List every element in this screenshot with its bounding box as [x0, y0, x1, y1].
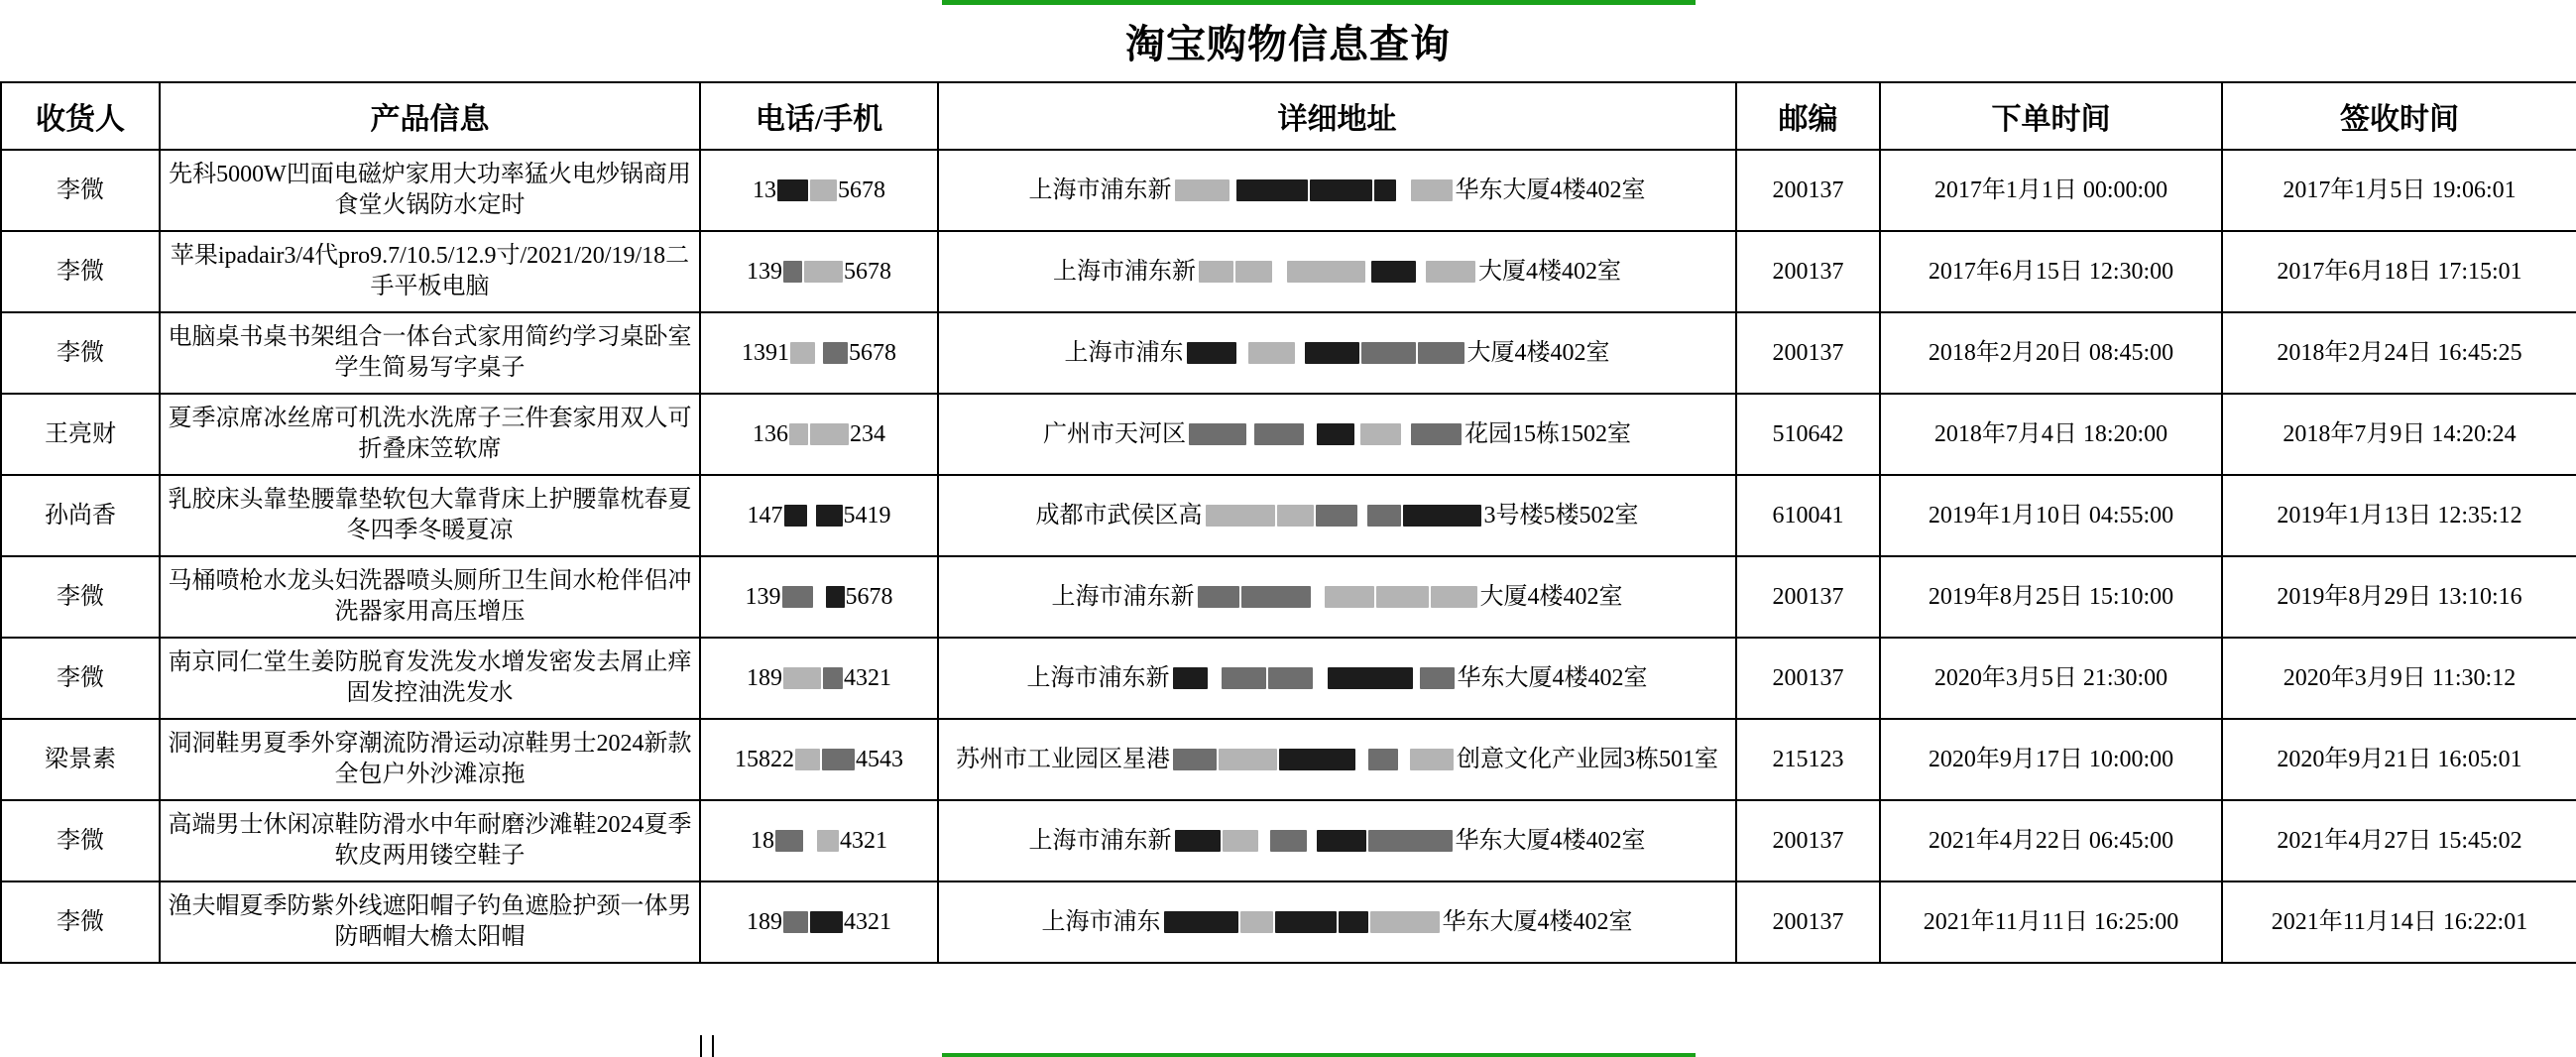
- cell-product: [160, 394, 700, 475]
- cell-zip: [1736, 800, 1880, 881]
- address-prefix: 上海市浦东新: [1028, 827, 1172, 854]
- recipient-name: 梁景素: [45, 746, 116, 772]
- redacted-block: [1411, 423, 1462, 445]
- table-row: [1, 150, 2576, 231]
- address-suffix: 华东大厦4楼402室: [1442, 908, 1633, 935]
- cell-product: [160, 556, 700, 638]
- redacted-block: [810, 423, 849, 445]
- order-timestamp: 2018年2月20日 08:45:00: [1928, 339, 2174, 366]
- redacted-block: [1403, 505, 1481, 527]
- cell-product: [160, 638, 700, 719]
- cell-sign-time: [2222, 719, 2576, 800]
- redacted-block: [1241, 586, 1311, 608]
- phone-number: [701, 501, 937, 531]
- phone-suffix: 5678: [844, 258, 891, 285]
- sign-timestamp: 2021年11月14日 16:22:01: [2271, 908, 2528, 935]
- redacted-block: [1367, 505, 1401, 527]
- redacted-block: [1368, 749, 1398, 770]
- order-timestamp: 2020年3月5日 21:30:00: [1933, 664, 2168, 691]
- cell-recipient: [1, 475, 160, 556]
- phone-suffix: 4321: [840, 827, 887, 854]
- redacted-block: [789, 423, 808, 445]
- sign-timestamp: 2020年3月9日 11:30:12: [2283, 664, 2517, 691]
- address-text: [939, 501, 1735, 531]
- address-suffix: 大厦4楼402室: [1479, 583, 1623, 610]
- redacted-block: [1222, 667, 1266, 689]
- column-header-product: 产品信息: [160, 82, 700, 150]
- redacted-block: [783, 911, 808, 933]
- address-suffix: 华东大厦4楼402室: [1457, 664, 1648, 691]
- phone-suffix: 234: [850, 420, 885, 447]
- address-suffix: 大厦4楼402室: [1478, 258, 1621, 285]
- redacted-block: [1199, 261, 1233, 283]
- cell-sign-time: [2222, 150, 2576, 231]
- redacted-block: [1198, 586, 1239, 608]
- redacted-block: [1270, 830, 1307, 852]
- phone-number: [701, 663, 937, 694]
- product-description: 电脑桌书桌书架组合一体台式家用简约学习桌卧室学生简易写字桌子: [168, 324, 692, 381]
- redacted-block: [1305, 342, 1359, 364]
- cell-product: [160, 475, 700, 556]
- redacted-block: [1410, 749, 1454, 770]
- product-description: 高端男士休闲凉鞋防滑水中年耐磨沙滩鞋2024夏季软皮两用镂空鞋子: [168, 812, 692, 869]
- address-text: [939, 907, 1735, 938]
- cell-sign-time: [2222, 800, 2576, 881]
- phone-prefix: 139: [747, 258, 782, 285]
- cell-phone: [700, 394, 938, 475]
- redacted-block: [810, 911, 843, 933]
- redacted-block: [826, 586, 845, 608]
- sign-timestamp: 2017年1月5日 19:06:01: [2283, 176, 2517, 203]
- product-description: 乳胶床头靠垫腰靠垫软包大靠背床上护腰靠枕春夏冬四季冬暖夏凉: [168, 487, 692, 543]
- column-header-sign-time: 签收时间: [2222, 82, 2576, 150]
- address-text: [939, 582, 1735, 613]
- phone-prefix: 147: [747, 502, 783, 528]
- redacted-block: [1173, 667, 1208, 689]
- cell-address: [938, 150, 1736, 231]
- phone-number: [701, 338, 937, 369]
- cell-phone: [700, 231, 938, 312]
- recipient-name: 王亮财: [45, 420, 116, 447]
- page-title: 淘宝购物信息查询: [1125, 21, 1451, 66]
- redacted-block: [1235, 261, 1272, 283]
- redacted-block: [823, 667, 843, 689]
- table-row: [1, 719, 2576, 800]
- cell-order-time: [1880, 150, 2222, 231]
- table-row: [1, 556, 2576, 638]
- cell-zip: [1736, 719, 1880, 800]
- phone-prefix: 189: [747, 908, 782, 935]
- redacted-block: [1175, 830, 1221, 852]
- redacted-block: [784, 505, 807, 527]
- redacted-block: [823, 342, 848, 364]
- cell-phone: [700, 800, 938, 881]
- top-accent-bar: [942, 0, 1696, 5]
- redacted-block: [1175, 179, 1229, 201]
- redacted-block: [790, 342, 815, 364]
- redacted-block: [1420, 667, 1455, 689]
- redacted-block: [1287, 261, 1365, 283]
- phone-number: [701, 257, 937, 288]
- cell-recipient: [1, 800, 160, 881]
- redacted-block: [1339, 911, 1368, 933]
- address-prefix: 上海市浦东新: [1051, 583, 1195, 610]
- recipient-name: 李微: [57, 664, 104, 691]
- redacted-block: [1325, 586, 1374, 608]
- zip-code: 200137: [1772, 827, 1844, 854]
- address-suffix: 花园15栋1502室: [1464, 420, 1631, 447]
- phone-suffix: 5678: [845, 583, 893, 610]
- cell-product: [160, 719, 700, 800]
- phone-suffix: 4543: [856, 746, 903, 772]
- product-description: 渔夫帽夏季防紫外线遮阳帽子钓鱼遮脸护颈一体男防晒帽大檐太阳帽: [168, 893, 692, 950]
- product-description: 夏季凉席冰丝席可机洗水洗席子三件套家用双人可折叠床笠软席: [168, 406, 692, 462]
- sign-timestamp: 2019年8月29日 13:10:16: [2277, 583, 2522, 610]
- phone-prefix: 18: [751, 827, 774, 854]
- address-text: [939, 745, 1735, 775]
- sign-timestamp: 2019年1月13日 12:35:12: [2277, 502, 2522, 528]
- phone-prefix: 15822: [735, 746, 794, 772]
- redacted-block: [1275, 911, 1337, 933]
- cell-address: [938, 800, 1736, 881]
- address-text: [939, 826, 1735, 857]
- cell-address: [938, 231, 1736, 312]
- address-suffix: 创意文化产业园3栋501室: [1457, 746, 1718, 772]
- product-description: 洞洞鞋男夏季外穿潮流防滑运动凉鞋男士2024新款全包户外沙滩凉拖: [168, 731, 692, 787]
- address-text: [939, 176, 1735, 206]
- cell-order-time: [1880, 800, 2222, 881]
- redacted-block: [810, 179, 837, 201]
- cell-phone: [700, 556, 938, 638]
- cell-recipient: [1, 638, 160, 719]
- phone-number: [701, 826, 937, 857]
- address-prefix: 上海市浦东: [1041, 908, 1161, 935]
- address-prefix: 上海市浦东新: [1026, 664, 1170, 691]
- cell-sign-time: [2222, 881, 2576, 963]
- redacted-block: [1317, 830, 1366, 852]
- table-row: [1, 394, 2576, 475]
- cell-recipient: [1, 394, 160, 475]
- cell-phone: [700, 475, 938, 556]
- product-description: 马桶喷枪水龙头妇洗器喷头厕所卫生间水枪伴侣冲洗器家用高压增压: [168, 568, 692, 625]
- phone-prefix: 139: [745, 583, 781, 610]
- redacted-block: [1279, 749, 1355, 770]
- recipient-name: 孙尚香: [45, 502, 116, 528]
- zip-code: 200137: [1772, 908, 1844, 935]
- address-suffix: 华东大厦4楼402室: [1455, 176, 1646, 203]
- redacted-block: [1328, 667, 1413, 689]
- redacted-block: [1426, 261, 1475, 283]
- redacted-block: [1189, 423, 1246, 445]
- cell-product: [160, 800, 700, 881]
- address-prefix: 上海市浦东新: [1028, 176, 1172, 203]
- cell-zip: [1736, 638, 1880, 719]
- recipient-name: 李微: [57, 258, 104, 285]
- sign-timestamp: 2018年2月24日 16:45:25: [2277, 339, 2522, 366]
- cell-zip: [1736, 150, 1880, 231]
- redacted-block: [1374, 179, 1396, 201]
- order-timestamp: 2021年11月11日 16:25:00: [1923, 908, 2179, 935]
- zip-code: 200137: [1772, 664, 1844, 691]
- recipient-name: 李微: [57, 176, 104, 203]
- redacted-block: [782, 586, 813, 608]
- zip-code: 200137: [1772, 583, 1844, 610]
- redacted-block: [783, 667, 821, 689]
- address-prefix: 成都市武侯区高: [1035, 502, 1203, 528]
- cell-address: [938, 719, 1736, 800]
- cell-sign-time: [2222, 556, 2576, 638]
- cell-sign-time: [2222, 394, 2576, 475]
- redacted-block: [777, 179, 808, 201]
- phone-suffix: 5419: [843, 502, 891, 528]
- cell-recipient: [1, 231, 160, 312]
- column-header-phone: 电话/手机: [700, 82, 938, 150]
- redacted-block: [1310, 179, 1372, 201]
- phone-suffix: 5678: [838, 176, 885, 203]
- order-timestamp: 2020年9月17日 10:00:00: [1928, 746, 2174, 772]
- phone-number: [701, 907, 937, 938]
- redacted-block: [1317, 423, 1354, 445]
- address-prefix: 上海市浦东: [1064, 339, 1184, 366]
- cell-address: [938, 556, 1736, 638]
- cell-address: [938, 394, 1736, 475]
- redacted-block: [1371, 261, 1416, 283]
- redacted-block: [1164, 911, 1238, 933]
- cell-address: [938, 312, 1736, 394]
- redacted-block: [1368, 830, 1453, 852]
- product-description: 苹果ipadair3/4代pro9.7/10.5/12.9寸/2021/20/19/18二手平板电脑: [170, 243, 690, 299]
- redacted-block: [1173, 749, 1217, 770]
- phone-prefix: 1391: [742, 339, 789, 366]
- sign-timestamp: 2021年4月27日 15:45:02: [2277, 827, 2522, 854]
- redacted-block: [1248, 342, 1295, 364]
- phone-number: [701, 419, 937, 450]
- cell-zip: [1736, 881, 1880, 963]
- cell-phone: [700, 881, 938, 963]
- cell-sign-time: [2222, 475, 2576, 556]
- redacted-block: [783, 261, 802, 283]
- title-row: [0, 0, 2576, 81]
- recipient-name: 李微: [57, 339, 104, 366]
- redacted-block: [1316, 505, 1357, 527]
- zip-code: 215123: [1772, 746, 1844, 772]
- cell-product: [160, 150, 700, 231]
- bottom-column-stub: [700, 1035, 714, 1057]
- redacted-block: [1219, 749, 1277, 770]
- cell-order-time: [1880, 556, 2222, 638]
- address-text: [939, 257, 1735, 288]
- order-timestamp: 2017年1月1日 00:00:00: [1933, 176, 2168, 203]
- cell-phone: [700, 150, 938, 231]
- cell-recipient: [1, 556, 160, 638]
- cell-order-time: [1880, 719, 2222, 800]
- redacted-block: [1268, 667, 1313, 689]
- redacted-block: [1361, 342, 1416, 364]
- table-row: [1, 800, 2576, 881]
- sign-timestamp: 2018年7月9日 14:20:24: [2283, 420, 2517, 447]
- cell-address: [938, 475, 1736, 556]
- table-row: [1, 881, 2576, 963]
- phone-prefix: 136: [753, 420, 788, 447]
- redacted-block: [795, 749, 820, 770]
- recipient-name: 李微: [57, 827, 104, 854]
- address-text: [939, 663, 1735, 694]
- cell-recipient: [1, 312, 160, 394]
- table-row: [1, 475, 2576, 556]
- sign-timestamp: 2020年9月21日 16:05:01: [2277, 746, 2522, 772]
- redacted-block: [1187, 342, 1236, 364]
- order-timestamp: 2019年1月10日 04:55:00: [1928, 502, 2174, 528]
- cell-address: [938, 638, 1736, 719]
- cell-product: [160, 231, 700, 312]
- cell-sign-time: [2222, 312, 2576, 394]
- cell-sign-time: [2222, 231, 2576, 312]
- order-timestamp: 2017年6月15日 12:30:00: [1928, 258, 2174, 285]
- redacted-block: [1240, 911, 1273, 933]
- redacted-block: [1376, 586, 1429, 608]
- cell-order-time: [1880, 394, 2222, 475]
- zip-code: 200137: [1772, 339, 1844, 366]
- cell-zip: [1736, 312, 1880, 394]
- order-timestamp: 2019年8月25日 15:10:00: [1928, 583, 2174, 610]
- cell-phone: [700, 312, 938, 394]
- cell-phone: [700, 638, 938, 719]
- address-prefix: 上海市浦东新: [1053, 258, 1196, 285]
- redacted-block: [1236, 179, 1308, 201]
- cell-zip: [1736, 556, 1880, 638]
- column-header-order-time: 下单时间: [1880, 82, 2222, 150]
- redacted-block: [1431, 586, 1477, 608]
- phone-number: [701, 582, 937, 613]
- cell-phone: [700, 719, 938, 800]
- address-text: [939, 338, 1735, 369]
- redacted-block: [822, 749, 855, 770]
- address-text: [939, 419, 1735, 450]
- table-row: [1, 312, 2576, 394]
- product-description: 先科5000W凹面电磁炉家用大功率猛火电炒锅商用食堂火锅防水定时: [169, 162, 691, 218]
- address-prefix: 广州市天河区: [1043, 420, 1186, 447]
- recipient-name: 李微: [57, 908, 104, 935]
- redacted-block: [1418, 342, 1464, 364]
- redacted-block: [1206, 505, 1275, 527]
- phone-prefix: 189: [747, 664, 782, 691]
- purchase-info-table: [0, 81, 2576, 964]
- cell-order-time: [1880, 475, 2222, 556]
- cell-zip: [1736, 475, 1880, 556]
- phone-suffix: 5678: [849, 339, 896, 366]
- cell-recipient: [1, 881, 160, 963]
- address-suffix: 华东大厦4楼402室: [1455, 827, 1646, 854]
- cell-recipient: [1, 150, 160, 231]
- column-header-address: 详细地址: [938, 82, 1736, 150]
- redacted-block: [775, 830, 803, 852]
- cell-order-time: [1880, 638, 2222, 719]
- product-description: 南京同仁堂生姜防脱育发洗发水增发密发去屑止痒固发控油洗发水: [168, 649, 692, 706]
- phone-number: [701, 176, 937, 206]
- redacted-block: [1277, 505, 1314, 527]
- bottom-accent-bar: [942, 1053, 1696, 1057]
- redacted-block: [1223, 830, 1258, 852]
- table-header-row: [1, 82, 2576, 150]
- cell-zip: [1736, 394, 1880, 475]
- redacted-block: [1254, 423, 1304, 445]
- cell-address: [938, 881, 1736, 963]
- cell-order-time: [1880, 881, 2222, 963]
- recipient-name: 李微: [57, 583, 104, 610]
- cell-order-time: [1880, 312, 2222, 394]
- sign-timestamp: 2017年6月18日 17:15:01: [2277, 258, 2522, 285]
- phone-number: [701, 745, 937, 775]
- zip-code: 200137: [1772, 176, 1844, 203]
- column-header-recipient: 收货人: [1, 82, 160, 150]
- table-row: [1, 231, 2576, 312]
- order-timestamp: 2021年4月22日 06:45:00: [1928, 827, 2174, 854]
- redacted-block: [817, 830, 839, 852]
- phone-suffix: 4321: [844, 908, 891, 935]
- address-suffix: 大厦4楼402室: [1466, 339, 1610, 366]
- redacted-block: [1370, 911, 1440, 933]
- redacted-block: [804, 261, 843, 283]
- redacted-block: [816, 505, 843, 527]
- address-prefix: 苏州市工业园区星港: [956, 746, 1170, 772]
- address-suffix: 3号楼5楼502室: [1483, 502, 1639, 528]
- zip-code: 510642: [1772, 420, 1844, 447]
- redacted-block: [1411, 179, 1453, 201]
- cell-product: [160, 312, 700, 394]
- redacted-block: [1360, 423, 1401, 445]
- zip-code: 610041: [1772, 502, 1844, 528]
- cell-product: [160, 881, 700, 963]
- phone-prefix: 13: [753, 176, 776, 203]
- cell-order-time: [1880, 231, 2222, 312]
- zip-code: 200137: [1772, 258, 1844, 285]
- order-timestamp: 2018年7月4日 18:20:00: [1933, 420, 2168, 447]
- phone-suffix: 4321: [844, 664, 891, 691]
- cell-zip: [1736, 231, 1880, 312]
- table-row: [1, 638, 2576, 719]
- column-header-zip: 邮编: [1736, 82, 1880, 150]
- cell-sign-time: [2222, 638, 2576, 719]
- table-body: [1, 150, 2576, 963]
- cell-recipient: [1, 719, 160, 800]
